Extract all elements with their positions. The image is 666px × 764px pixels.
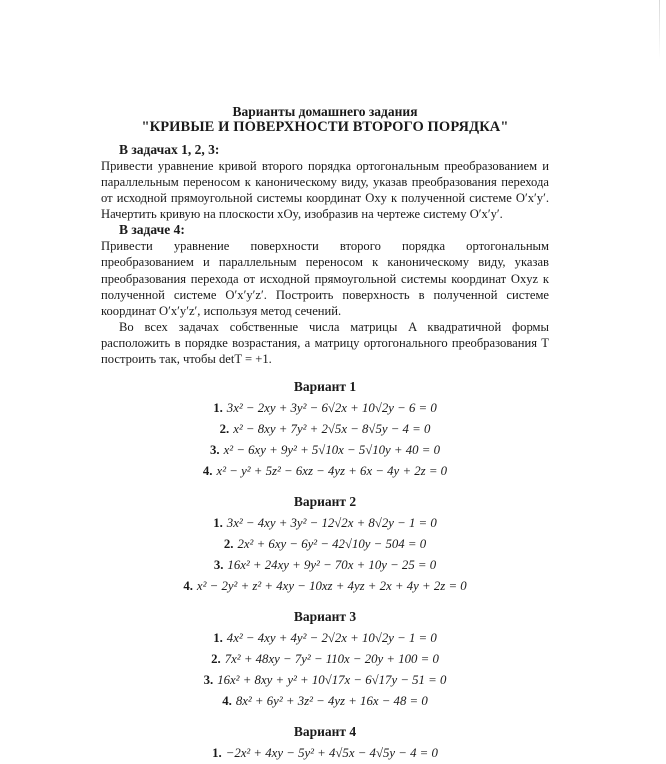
variant-title: Вариант 3 [293,609,357,625]
equation-number: 4. [183,579,193,594]
equation-expression: 16x² + 8xy + y² + 10√17x − 6√17y − 51 = 0 [217,673,447,688]
equation-number: 3. [213,558,224,573]
equation-number: 3. [210,443,220,458]
equation-number: 4. [202,464,213,479]
equation-number: 2. [211,652,221,667]
equation-expression: x² − y² + 5z² − 6xz − 4yz + 6x − 4y + 2z = 0 [216,464,448,479]
equation-expression: 3x² − 2xy + 3y² − 6√2x + 10√2y − 6 = 0 [226,401,437,416]
variant-4 [101,724,549,764]
section-text-task-4: Привести уравнение поверхности второго порядка ортогональным преобразованием и параллельным переносом к каноническому виду, указав преобразования перехода от исходной прямоугольной системы координат Oxyz к полученной системе O′x′y′z′. Построить поверхность в полученной системе координат O′x′y′z′, используя метод сечений. [101,239,549,318]
equation-expression: 2x² + 6xy − 6y² − 42√10y − 504 = 0 [237,537,427,552]
variant-title: Вариант 1 [293,379,357,395]
variant-title: Вариант 2 [293,494,357,510]
equation [101,576,549,597]
variant-title: Вариант 4 [293,724,357,740]
equation-expression: x² − 6xy + 9y² + 5√10x − 5√10y + 40 = 0 [223,443,440,458]
equation [101,419,549,440]
equation-expression: −2x² + 4xy − 5y² + 4√5x − 4√5y − 4 = 0 [225,746,438,761]
equation [101,461,549,482]
equation-number: 1. [213,516,223,531]
equation-number: 2. [223,537,234,552]
equation [101,628,549,649]
equation-expression: 4x² − 4xy + 4y² − 2√2x + 10√2y − 1 = 0 [226,631,437,646]
equation [101,440,549,461]
equation [101,534,549,555]
equation [101,398,549,419]
equation-expression: 7x² + 48xy − 7y² − 110x − 20y + 100 = 0 [224,652,439,667]
section-text-tasks-1-3: Привести уравнение кривой второго порядка ортогональным преобразованием и параллельным переносом к каноническому виду, указав преобразования перехода от исходной прямоугольной системы координат Oxy к полученной системе O′x′y′. Начертить кривую на плоскости xOy, изобразив на чертеже систему O′x′y′. [101,159,549,222]
equation-expression: 16x² + 24xy + 9y² − 70x + 10y − 25 = 0 [227,558,437,573]
equation [101,513,549,534]
equation [101,555,549,576]
equation-expression: x² − 8xy + 7y² + 2√5x − 8√5y − 4 = 0 [233,422,431,437]
equation-expression: 8x² + 6y² + 3z² − 4yz + 16x − 48 = 0 [235,694,428,709]
equation [101,691,549,712]
equation-number: 4. [222,694,232,709]
document-title: Варианты домашнего задания [232,104,418,119]
equation-expression: x² − 2y² + z² + 4xy − 10xz + 4yz + 2x + 4y + 2z = 0 [196,579,467,594]
variant-1 [101,379,549,482]
equation-expression: 3x² − 4xy + 3y² − 12√2x + 8√2y − 1 = 0 [226,516,437,531]
equation-number: 1. [212,746,222,761]
equation-number: 2. [219,422,230,437]
document-subtitle: "КРИВЫЕ И ПОВЕРХНОСТИ ВТОРОГО ПОРЯДКА" [141,119,509,135]
equation [101,670,549,691]
equation [101,743,549,764]
document-page [101,104,549,764]
equation [101,649,549,670]
variant-3 [101,609,549,712]
equation-number: 1. [213,401,223,416]
variant-2 [101,494,549,597]
general-note: Во всех задачах собственные числа матрицы A квадратичной формы расположить в порядке возрастания, а матрицу ортогонального преобразования T построить так, чтобы detT = +1. [101,319,549,367]
equation-number: 1. [213,631,223,646]
page-edge [659,0,660,60]
section-heading-task-4: В задаче 4: [119,222,185,238]
equation-number: 3. [203,673,214,688]
section-heading-tasks-1-3: В задачах 1, 2, 3: [119,142,220,157]
